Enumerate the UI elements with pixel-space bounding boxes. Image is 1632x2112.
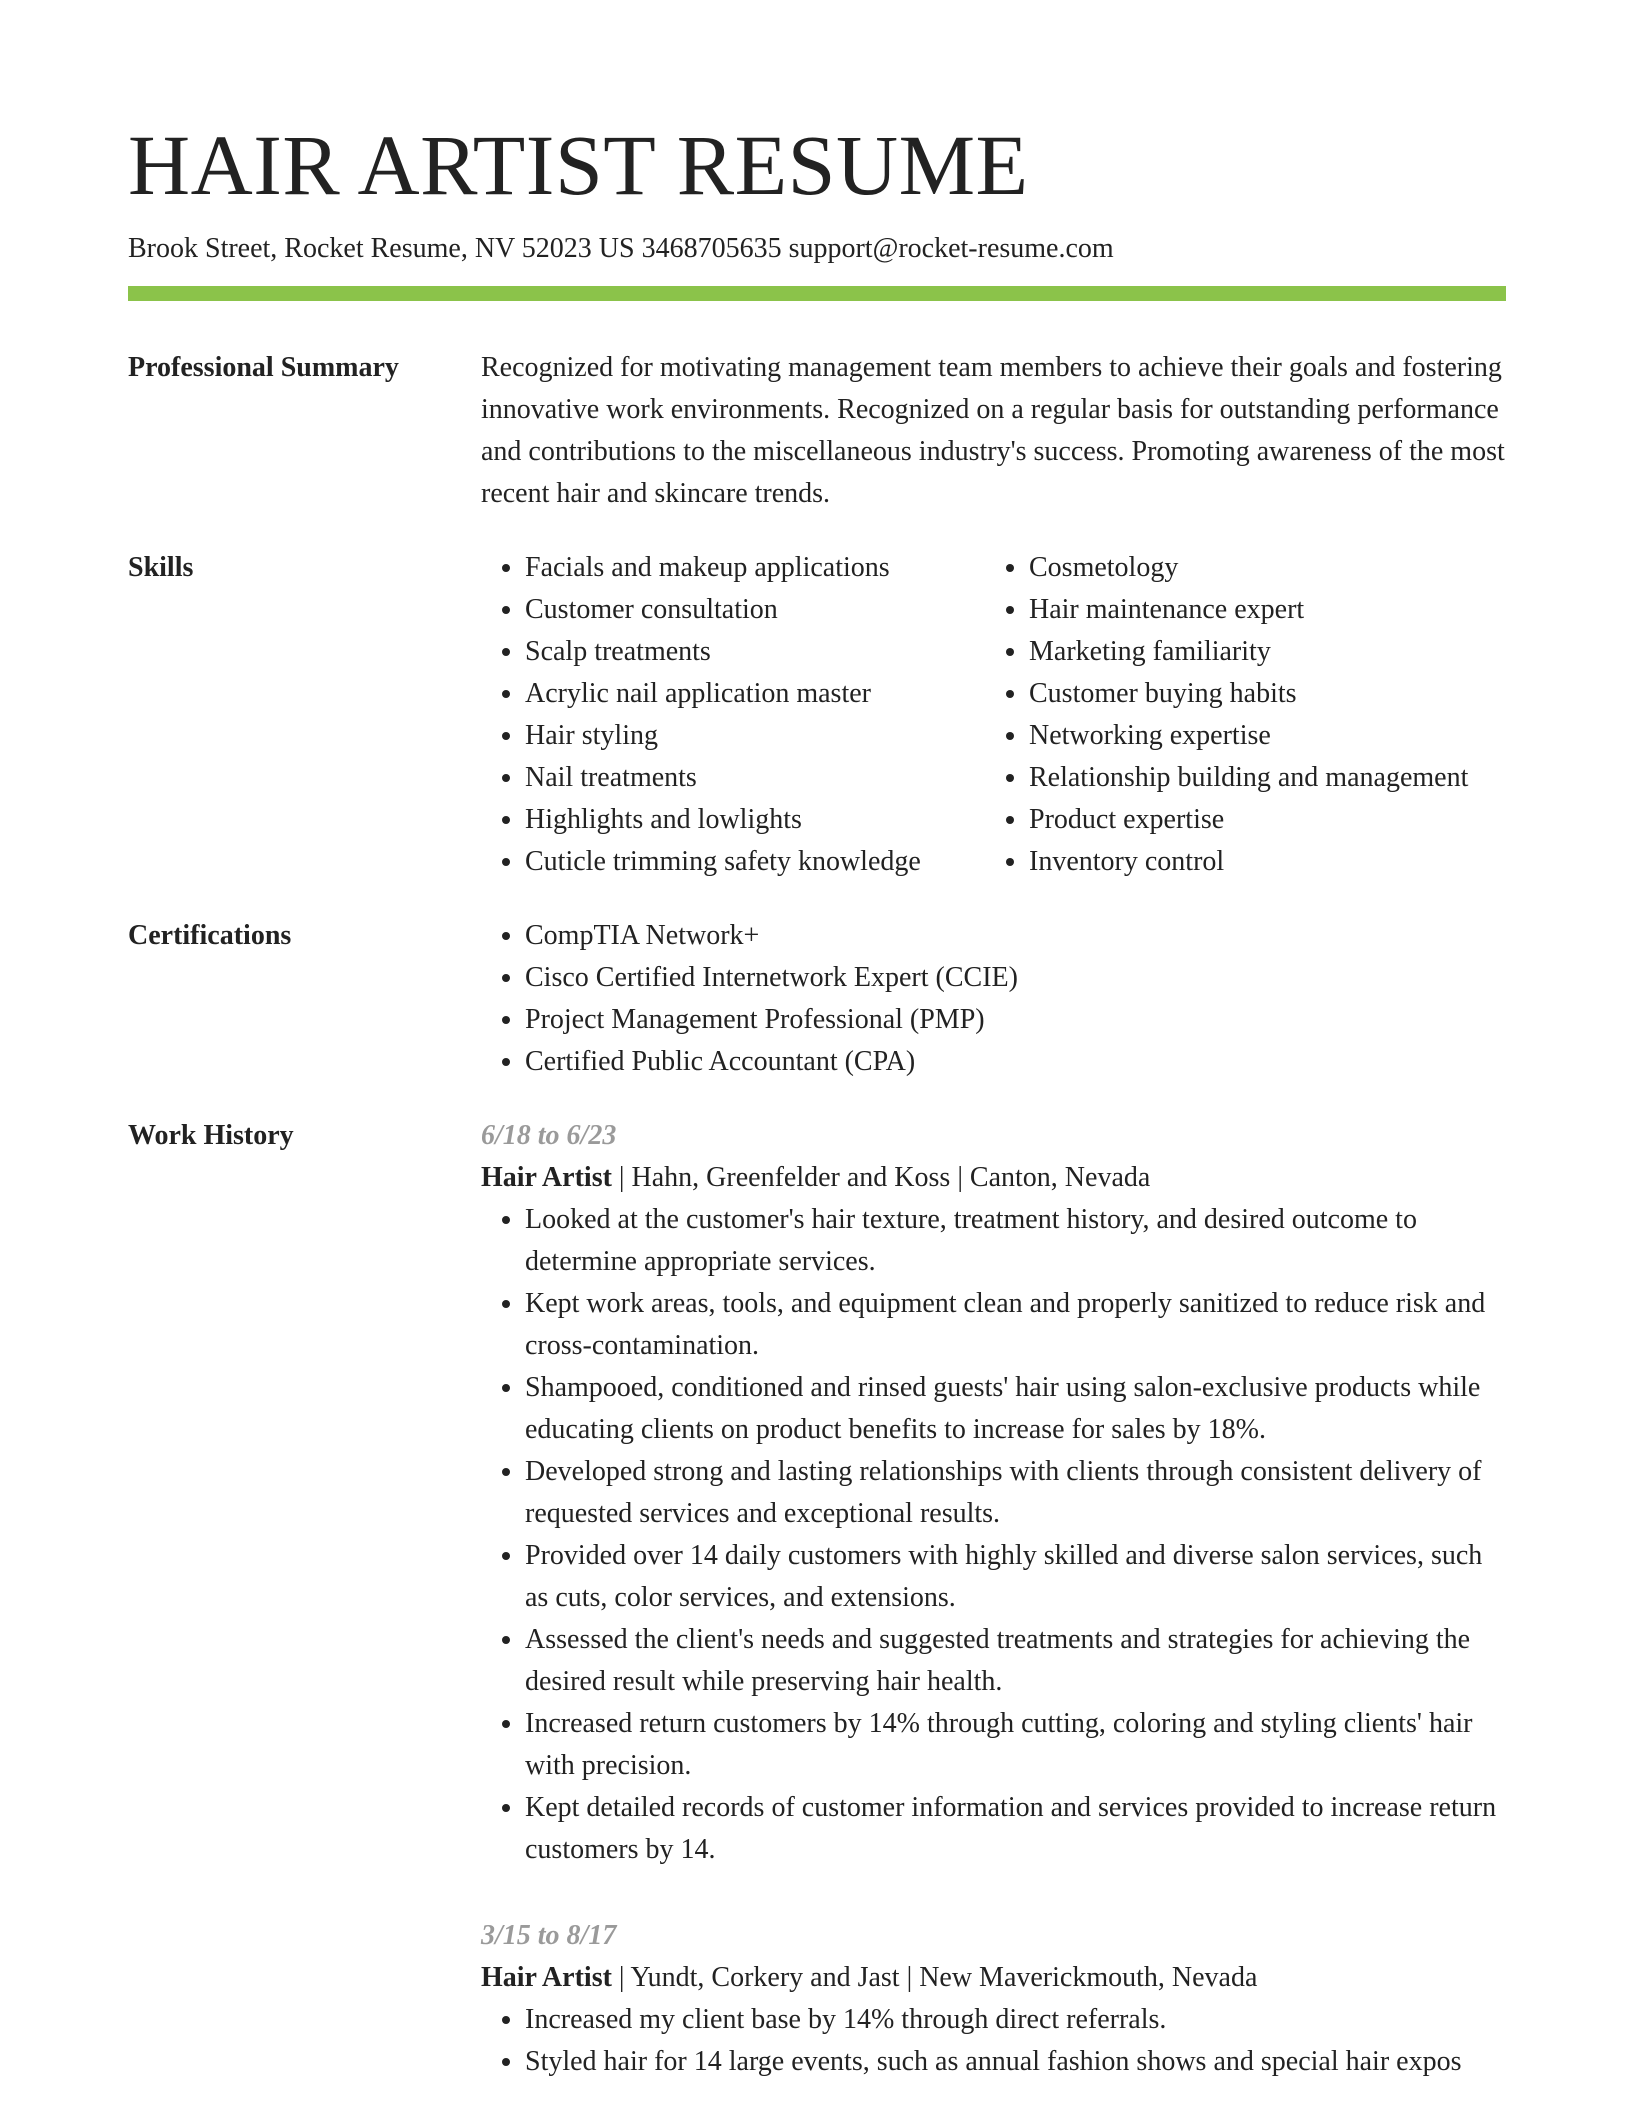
contact-email: support@rocket-resume.com [788,233,1114,264]
contact-address: Brook Street, Rocket Resume, NV 52023 US [128,233,635,264]
certification-item: • Certified Public Accountant (CPA) [525,1041,1506,1083]
job-bullet: • Increased return customers by 14% through cutting, coloring and styling clients' hair with precision. [525,1703,1506,1787]
skill-item: • Inventory control [1029,841,1550,883]
resume-title: HAIR ARTIST RESUME [128,117,1029,213]
job-bullet: • Looked at the customer's hair texture, treatment history, and desired outcome to determine appropriate services. [525,1199,1506,1283]
skill-item: • Cuticle trimming safety knowledge [525,841,1025,883]
summary-text: Recognized for motivating management team members to achieve their goals and fostering innovative work environments. Recognized on a regular basis for outstanding performance and contributions to the miscellaneous industry's success. Promoting awareness of the most recent hair and skincare trends. [481,352,1505,509]
job-bullet: • Styled hair for 14 large events, such as annual fashion shows and special hair expos [525,2041,1506,2083]
job-bullet: • Developed strong and lasting relationships with clients through consistent delivery of requested services and exceptional results. [525,1451,1506,1535]
job-bullet: • Provided over 14 daily customers with highly skilled and diverse salon services, such as cuts, color services, and extensions. [525,1535,1506,1619]
skill-item: • Product expertise [1029,799,1550,841]
skill-item: • Networking expertise [1029,715,1550,757]
job-bullets [481,1999,1506,2083]
skill-item: • Nail treatments [525,757,1025,799]
skill-item: • Customer buying habits [1029,673,1550,715]
job-title: Hair Artist [481,1962,612,1993]
summary-label: Professional Summary [128,352,399,383]
job-company: Hahn, Greenfelder and Koss [631,1162,951,1193]
skills-list-right [985,547,1550,883]
job-location: New Maverickmouth, Nevada [919,1962,1258,1993]
work-history-label: Work History [128,1120,294,1151]
skill-item: • Scalp treatments [525,631,1025,673]
job-bullet: • Increased my client base by 14% through direct referrals. [525,1999,1506,2041]
skill-item: • Cosmetology [1029,547,1550,589]
skills-columns [481,547,1506,883]
job-dates: 3/15 to 8/17 [481,1920,617,1951]
contact-phone: 3468705635 [641,233,782,264]
job-dates: 6/18 to 6/23 [481,1120,617,1151]
job-entry [481,1115,1506,1871]
certifications-list [481,915,1506,1083]
job-bullets [481,1199,1506,1871]
summary-body [481,347,1506,515]
job-heading: Hair Artist | Yundt, Corkery and Jast | New Maverickmouth, Nevada [481,1962,1258,1993]
job-title: Hair Artist [481,1162,612,1193]
skill-item: • Marketing familiarity [1029,631,1550,673]
job-bullet: • Kept work areas, tools, and equipment clean and properly sanitized to reduce risk and cross-contamination. [525,1283,1506,1367]
skill-item: • Facials and makeup applications [525,547,1025,589]
job-entry [481,1915,1506,2083]
skills-body [481,547,1506,883]
contact-line [128,233,1114,265]
skill-item: • Highlights and lowlights [525,799,1025,841]
certifications-label: Certifications [128,920,292,951]
skills-label: Skills [128,552,194,583]
skill-item: • Hair maintenance expert [1029,589,1550,631]
skill-item: • Acrylic nail application master [525,673,1025,715]
job-location: Canton, Nevada [969,1162,1151,1193]
certification-item: • Cisco Certified Internetwork Expert (CCIE) [525,957,1506,999]
job-bullet: • Shampooed, conditioned and rinsed guests' hair using salon-exclusive products while educating clients on product benefits to increase for sales by 18%. [525,1367,1506,1451]
job-bullet: • Assessed the client's needs and suggested treatments and strategies for achieving the desired result while preserving hair health. [525,1619,1506,1703]
skill-item: • Customer consultation [525,589,1025,631]
certification-item: • CompTIA Network+ [525,915,1506,957]
certification-item: • Project Management Professional (PMP) [525,999,1506,1041]
accent-divider [128,286,1506,301]
certifications-body [481,915,1506,1083]
job-bullet: • Kept detailed records of customer information and services provided to increase return customers by 14. [525,1787,1506,1871]
skill-item: • Relationship building and management [1029,757,1550,799]
job-company: Yundt, Corkery and Jast [630,1962,900,1993]
job-heading: Hair Artist | Hahn, Greenfelder and Koss | Canton, Nevada [481,1162,1151,1193]
skill-item: • Hair styling [525,715,1025,757]
skills-list-left [481,547,1025,883]
